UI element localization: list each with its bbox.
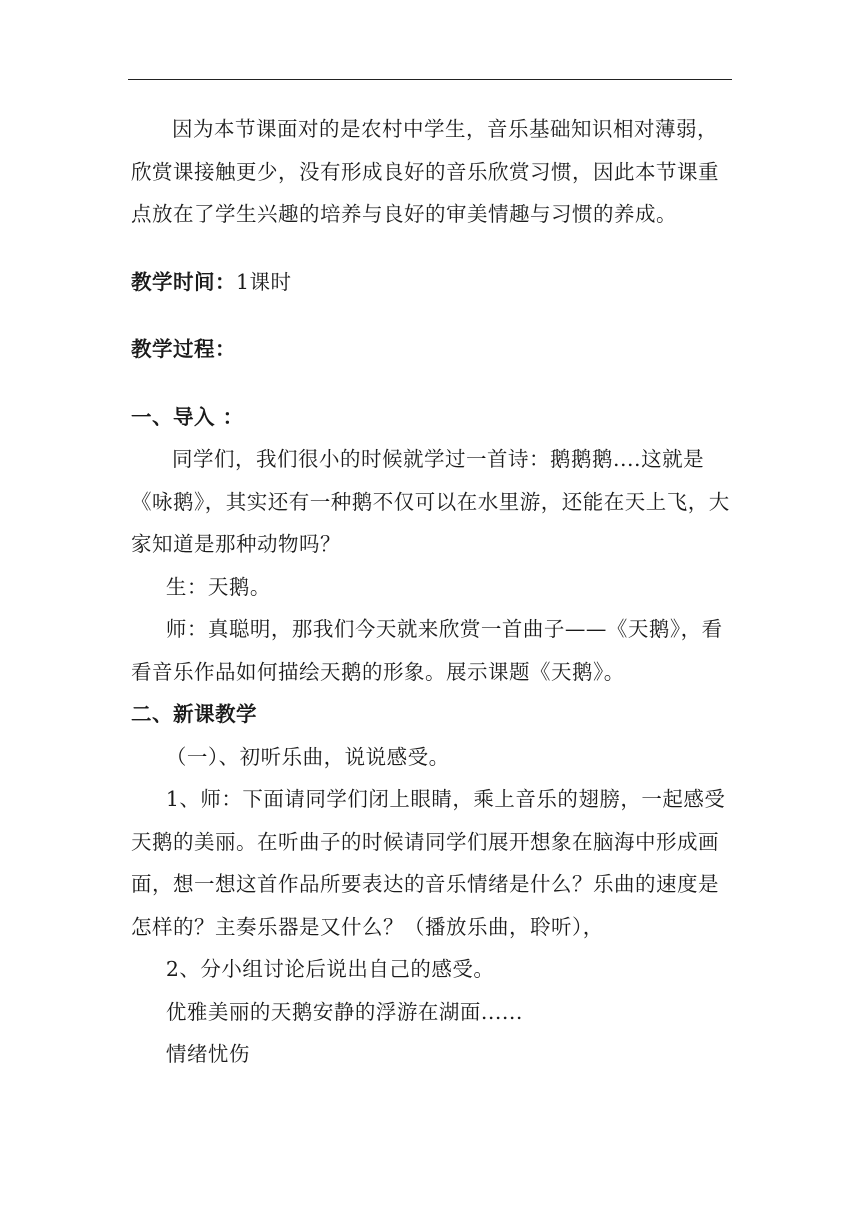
subsection1-heading: （一）、初听乐曲，说说感受。: [165, 744, 450, 769]
teaching-time-label: 教学时间：: [131, 269, 236, 294]
document-body: [131, 108, 731, 1076]
response-2: 情绪忧伤: [165, 1042, 250, 1066]
student-answer: 生：天鹅。: [165, 574, 271, 599]
response-1: 优雅美丽的天鹅安静的浮游在湖面......: [165, 999, 523, 1024]
teaching-time-value: 1课时: [236, 269, 292, 294]
intro-paragraph: 因为本节课面对的是农村中学生，音乐基础知识相对薄弱，欣赏课接触更少，没有形成良好的音乐欣赏习惯，因此本节课重点放在了学生兴趣的培养与良好的审美情趣与习惯的养成。: [131, 117, 719, 226]
section1-heading: 一、导入 ：: [131, 404, 244, 429]
header-rule: [128, 79, 732, 80]
teacher-reply: 师：真聪明，那我们今天就来欣赏一首曲子——《天鹅》，看看音乐作品如何描绘天鹅的形象。展示课题《天鹅》。: [131, 617, 723, 684]
teaching-time-line: [131, 261, 731, 304]
section1-paragraph: 同学们，我们很小的时候就学过一首诗：鹅鹅鹅....这就是《咏鹅》，其实还有一种鹅不仅可以在水里游，还能在天上飞，大家知道是那种动物吗？: [131, 447, 730, 556]
section2-heading: 二、新课教学: [131, 702, 257, 726]
step2-paragraph: 2、分小组讨论后说出自己的感受。: [165, 957, 495, 981]
step1-paragraph: 1、师：下面请同学们闭上眼睛，乘上音乐的翅膀，一起感受天鹅的美丽。在听曲子的时候请同学们展开想象在脑海中形成画面，想一想这首作品所要表达的音乐情绪是什么？乐曲的速度是怎样的？主奏乐器是又什么？（播放乐曲，聆听），: [131, 787, 726, 939]
teaching-process-label: 教学过程：: [131, 337, 236, 361]
